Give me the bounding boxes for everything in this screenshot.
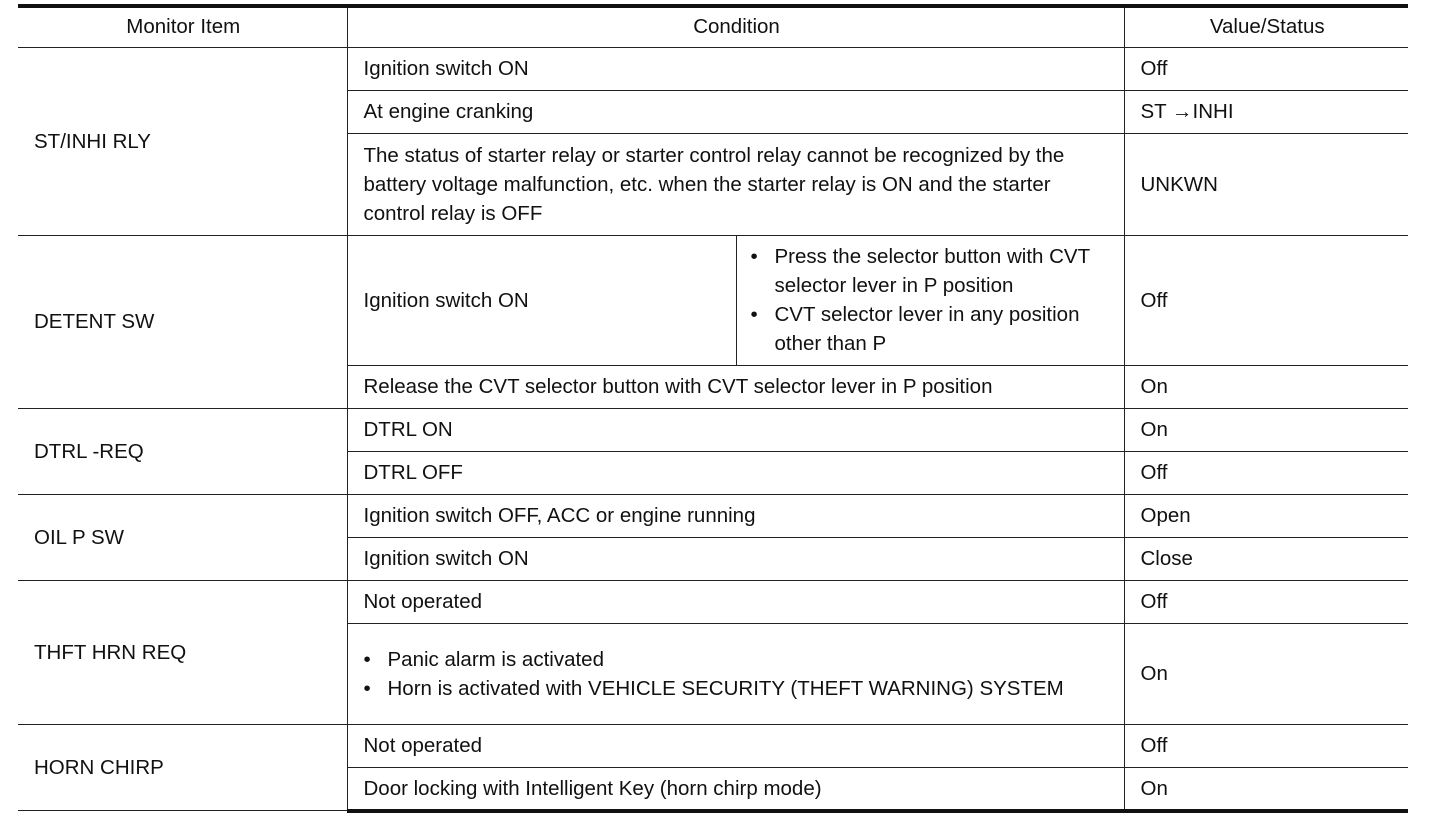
value-cell: On <box>1124 408 1408 451</box>
sub-condition-cell <box>736 235 1124 365</box>
value-cell: Off <box>1124 235 1408 365</box>
value-cell: Off <box>1124 580 1408 623</box>
table-row <box>18 724 1408 767</box>
value-cell: Off <box>1124 724 1408 767</box>
condition-list <box>364 645 1110 703</box>
header-row <box>18 6 1408 47</box>
condition-cell: Ignition switch ON <box>347 235 736 365</box>
condition-cell: Not operated <box>347 724 1124 767</box>
value-cell: UNKWN <box>1124 133 1408 235</box>
table-row <box>18 235 1408 365</box>
value-cell: On <box>1124 623 1408 724</box>
table-row <box>18 580 1408 623</box>
value-cell: Close <box>1124 537 1408 580</box>
condition-cell: Release the CVT selector button with CVT selector lever in P position <box>347 365 1124 408</box>
monitor-item-cell: OIL P SW <box>18 494 347 580</box>
monitor-item-cell: ST/INHI RLY <box>18 47 347 235</box>
value-cell: ST →INHI <box>1124 90 1408 133</box>
condition-cell: Ignition switch OFF, ACC or engine running <box>347 494 1124 537</box>
monitor-table-wrapper <box>18 4 1408 813</box>
condition-cell <box>347 623 1124 724</box>
condition-cell: DTRL ON <box>347 408 1124 451</box>
condition-cell: Door locking with Intelligent Key (horn chirp mode) <box>347 767 1124 811</box>
value-cell: Off <box>1124 47 1408 90</box>
value-cell: On <box>1124 365 1408 408</box>
value-cell: On <box>1124 767 1408 811</box>
header-condition: Condition <box>347 6 1124 47</box>
list-item: • CVT selector lever in any position other than P <box>751 300 1110 358</box>
list-item: • Panic alarm is activated <box>364 645 1110 674</box>
list-item: • Press the selector button with CVT selector lever in P position <box>751 242 1110 300</box>
header-value-status: Value/Status <box>1124 6 1408 47</box>
condition-cell: Ignition switch ON <box>347 537 1124 580</box>
condition-cell: DTRL OFF <box>347 451 1124 494</box>
condition-cell: At engine cranking <box>347 90 1124 133</box>
monitor-item-cell: HORN CHIRP <box>18 724 347 811</box>
value-cell: Open <box>1124 494 1408 537</box>
table-row <box>18 408 1408 451</box>
table-row <box>18 494 1408 537</box>
sub-condition-list <box>751 242 1110 358</box>
monitor-item-cell: DETENT SW <box>18 235 347 408</box>
condition-cell: Not operated <box>347 580 1124 623</box>
condition-cell: The status of starter relay or starter control relay cannot be recognized by the battery voltage malfunction, etc. when the starter relay is ON and the starter control relay is OFF <box>347 133 1124 235</box>
condition-cell: Ignition switch ON <box>347 47 1124 90</box>
table-row <box>18 47 1408 90</box>
monitor-item-cell: DTRL -REQ <box>18 408 347 494</box>
value-cell: Off <box>1124 451 1408 494</box>
monitor-item-cell: THFT HRN REQ <box>18 580 347 724</box>
header-monitor-item: Monitor Item <box>18 6 347 47</box>
monitor-table <box>18 4 1408 813</box>
list-item: • Horn is activated with VEHICLE SECURITY (THEFT WARNING) SYSTEM <box>364 674 1110 703</box>
